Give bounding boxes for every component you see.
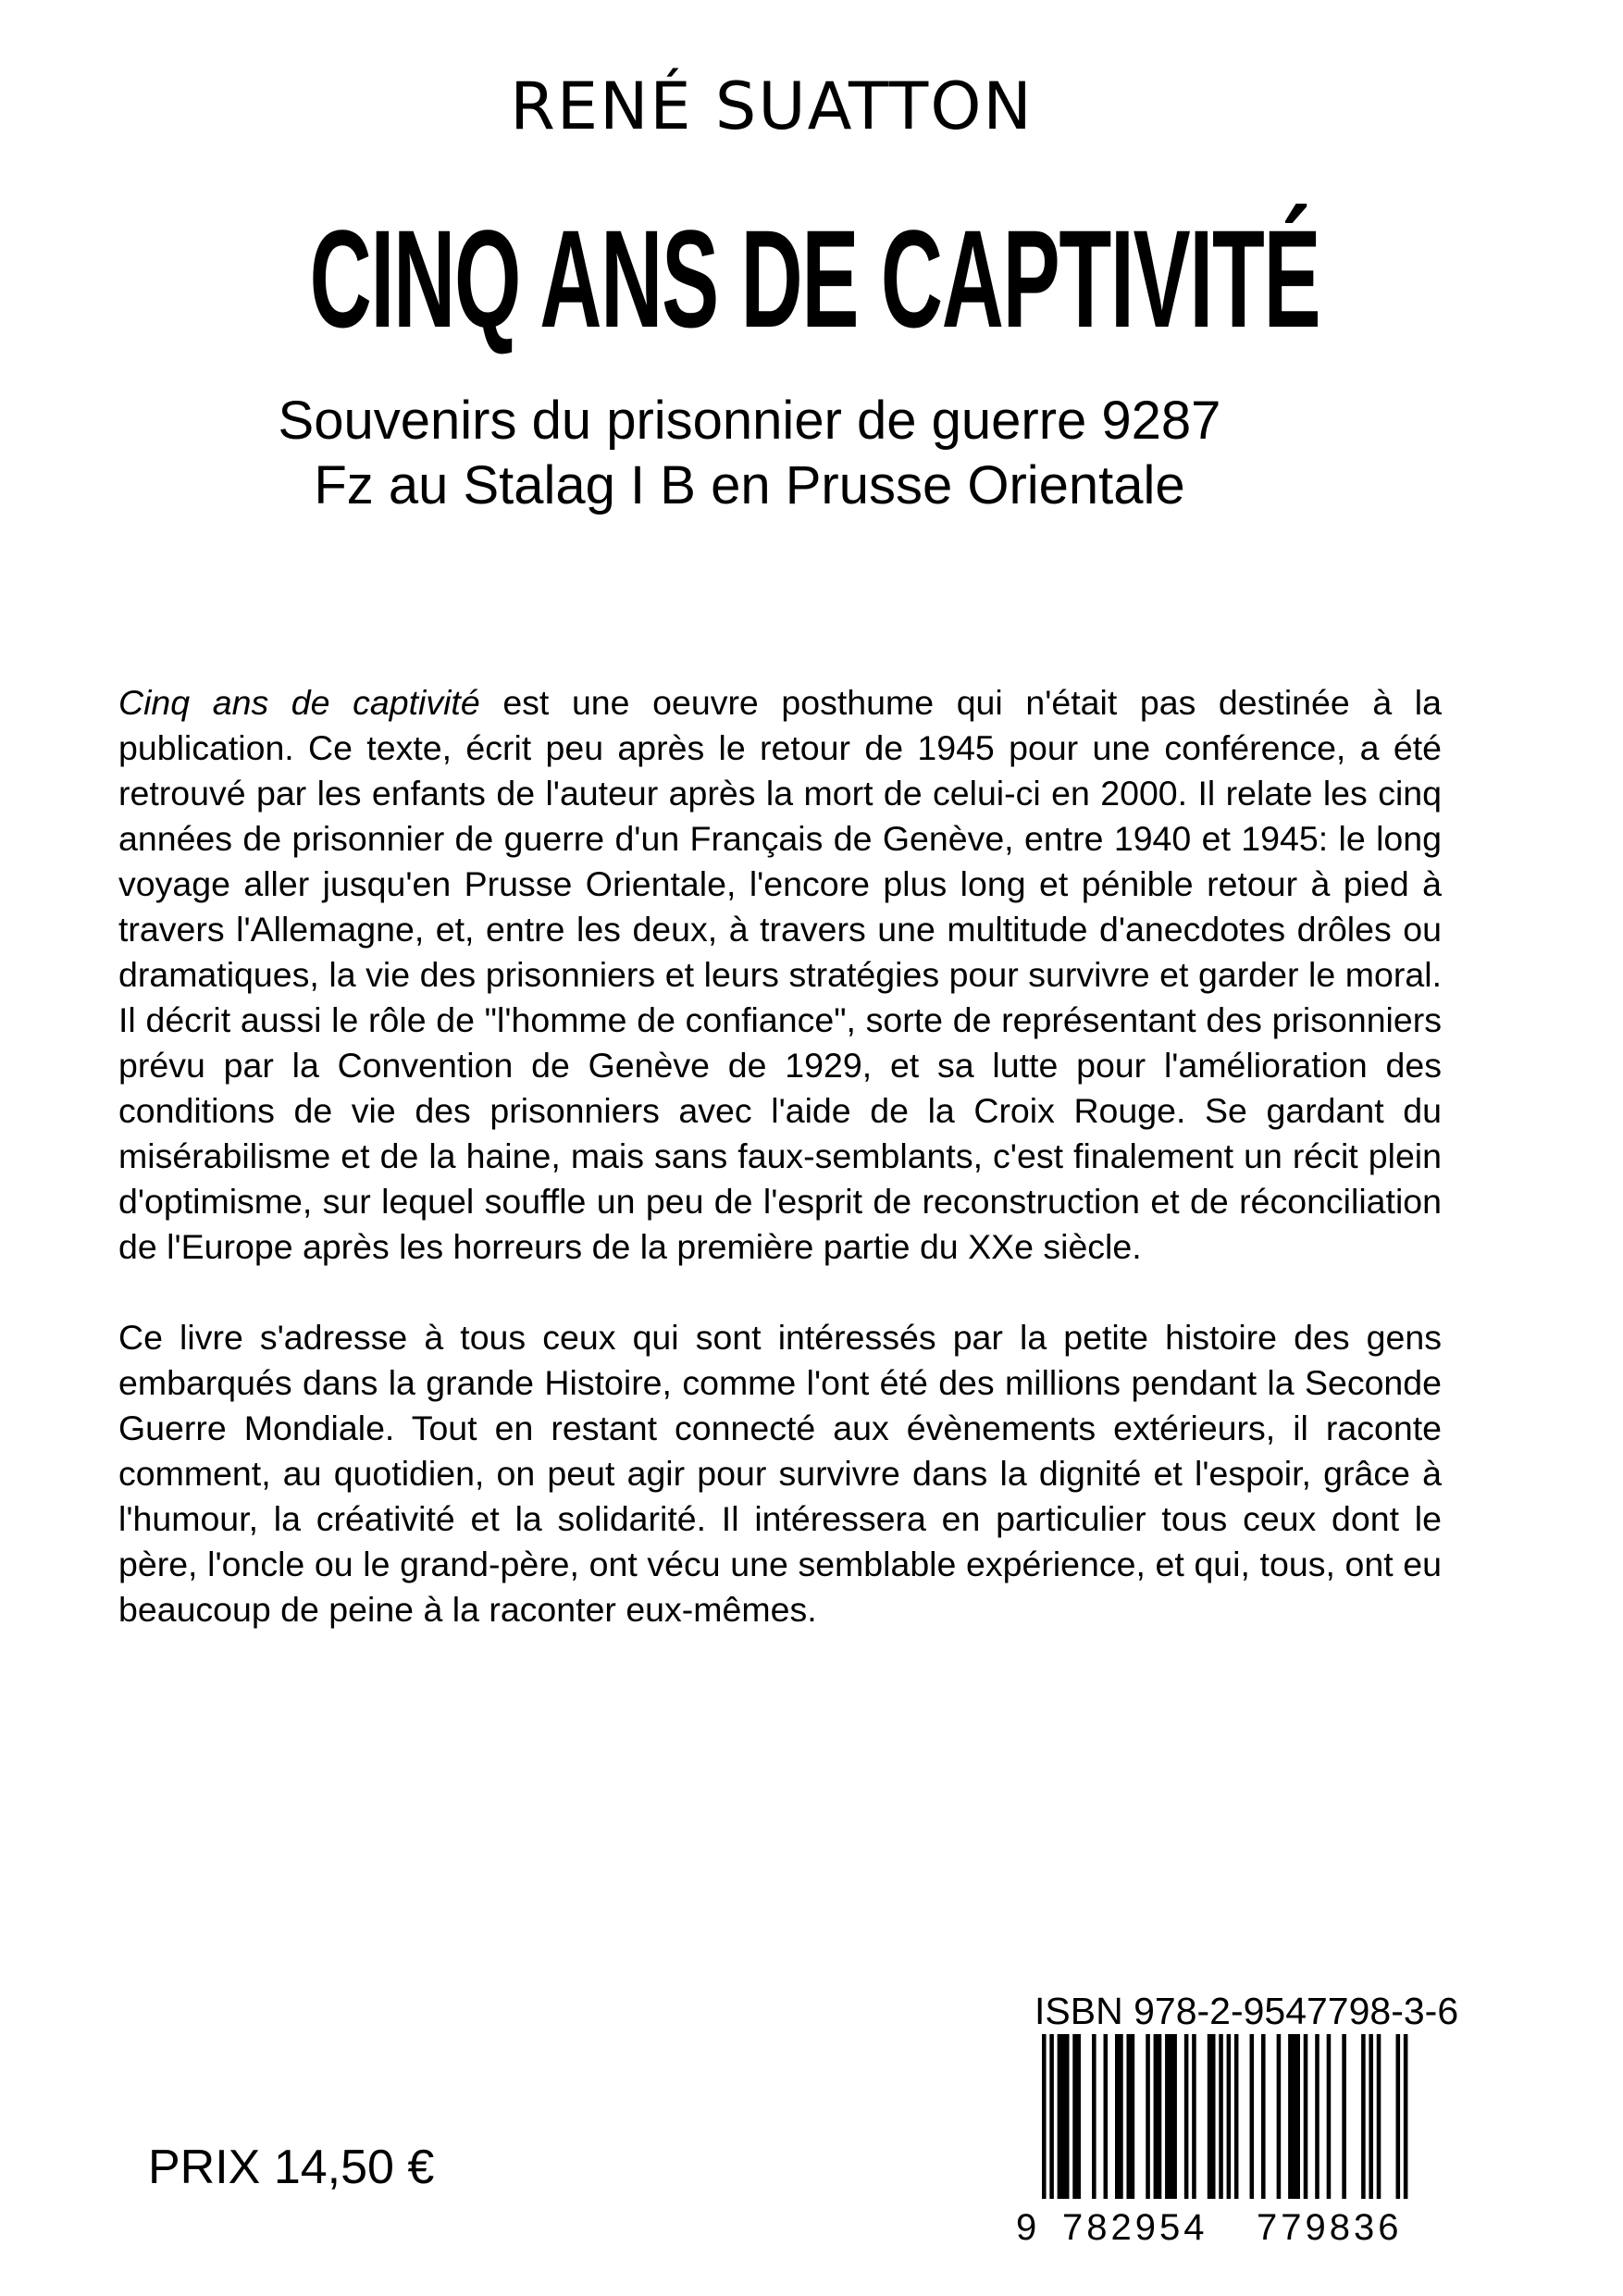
barcode-bar — [1361, 2034, 1366, 2201]
barcode-bar — [1146, 2034, 1150, 2201]
barcode-bar — [1131, 2034, 1135, 2201]
book-subtitle — [0, 389, 1499, 518]
price-label: PRIX 14,50 € — [148, 2141, 435, 2194]
barcode-bar — [1126, 2034, 1131, 2201]
barcode-bar — [1369, 2034, 1373, 2201]
barcode-bar — [1295, 2034, 1300, 2201]
barcode-graphic — [1014, 2034, 1421, 2247]
subtitle-line-1: Souvenirs du prisonnier de guerre 9287 — [278, 391, 1221, 451]
barcode-left-digits: 782954 — [1062, 2207, 1208, 2247]
blurb-paragraph-2: Ce livre s'adresse à tous ceux qui sont intéressés par la petite histoire des gens embarqués dans la grande Histoire, comme l'ont été des millions pendant la Seconde Guerre Mondiale. Tout en restant connecté aux évènements extérieurs, il raconte comment, au quotidien, on peut agir pour survivre dans la dignité et l'espoir, grâce à l'humour, la créativité et la solidarité. Il intéressera en particulier tous ceux dont le père, l'oncle ou le grand-père, ont vécu une semblable expérience, et qui, tous, ont eu beaucoup de peine à la raconter eux-mêmes. — [118, 1318, 1442, 1629]
barcode-bar — [1192, 2034, 1196, 2201]
barcode-bar — [1092, 2034, 1096, 2201]
subtitle-line-2: Fz au Stalag I B en Prusse Orientale — [314, 455, 1185, 515]
barcode-bar — [1292, 2034, 1296, 2201]
barcode-bar — [1211, 2034, 1216, 2201]
blurb-paragraph-1 — [118, 680, 1442, 1270]
barcode-bar — [1288, 2034, 1293, 2201]
barcode-bar — [1327, 2034, 1332, 2201]
barcode-bar — [1342, 2034, 1346, 2201]
barcode-bar — [1158, 2034, 1162, 2201]
blurb-paragraph-1-text: est une oeuvre posthume qui n'était pas destinée à la publication. Ce texte, écrit peu après le retour de 1945 pour une conférence, a été retrouvé par les enfants de l'auteur après la mort de celui-ci en 2000. Il relate les cinq années de prisonnier de guerre d'un Français de Genève, entre 1940 et 1945: le long voyage aller jusqu'en Prusse Orientale, l'encore plus long et pénible retour à pied à travers l'Allemagne, et, entre les deux, à travers une multitude d'anecdotes drôles ou dramatiques, la vie des prisonniers et leurs stratégies pour survivre et garder le moral. Il décrit aussi le rôle de "l'homme de confiance", sorte de représentant des prisonniers prévu par la Convention de Genève de 1929, et sa lutte pour l'amélioration des conditions de vie des prisonniers avec l'aide de la Croix Rouge. Se gardant du misérabilisme et de la haine, mais sans faux-semblants, c'est finalement un récit plein d'optimisme, sur lequel souffle un peu de l'esprit de reconstruction et de réconciliation de l'Europe après les horreurs de la première partie du XXe siècle. — [118, 683, 1442, 1266]
barcode-bar — [1065, 2034, 1070, 2201]
barcode-bar — [1165, 2034, 1170, 2201]
barcode-bar — [1304, 2034, 1308, 2201]
barcode — [1014, 2034, 1421, 2247]
barcode-bar — [1208, 2034, 1212, 2201]
barcode-bar — [1119, 2034, 1123, 2201]
barcode-bar — [1184, 2034, 1189, 2201]
blurb — [118, 680, 1442, 1678]
blurb-title-italic: Cinq ans de captivité — [118, 683, 480, 722]
barcode-first-digit: 9 — [1016, 2207, 1037, 2247]
barcode-right-digits: 779836 — [1257, 2207, 1403, 2247]
barcode-bar — [1234, 2034, 1239, 2201]
barcode-bar — [1072, 2034, 1077, 2201]
barcode-bar — [1058, 2034, 1062, 2201]
book-title — [0, 200, 1543, 357]
barcode-bar — [1277, 2034, 1282, 2201]
isbn-label: ISBN 978-2-9547798-3-6 — [1035, 1990, 1459, 2032]
author-name: RENÉ SUATTON — [510, 68, 1034, 144]
barcode-bar — [1250, 2034, 1255, 2201]
barcode-bar — [1377, 2034, 1381, 2201]
barcode-bar — [1261, 2034, 1266, 2201]
barcode-bar — [1115, 2034, 1120, 2201]
barcode-bar — [1315, 2034, 1319, 2201]
book-title-text: CINQ ANS DE CAPTIVITÉ — [309, 201, 1320, 356]
barcode-bar — [1169, 2034, 1173, 2201]
barcode-bar — [1154, 2034, 1158, 2201]
barcode-bar — [1172, 2034, 1177, 2201]
barcode-bar — [1104, 2034, 1109, 2201]
barcode-bar — [1076, 2034, 1081, 2201]
barcode-bar — [1061, 2034, 1066, 2201]
